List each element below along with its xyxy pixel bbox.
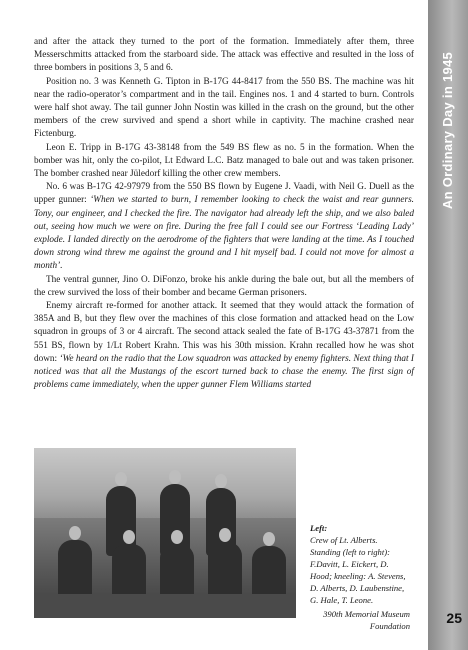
paragraph-3: Leon E. Tripp in B-17G 43-38148 from the 549 BS flew as no. 5 in the formation. When the bomber was hit, only the co-pilot, Lt Edward L.C. Batz managed to bale out and was taken prisoner. The bomber crashed near Jüledorf killing the other crew members.: [34, 142, 414, 180]
paragraph-4-intro: No. 6 was B-17G 42-97979 from the 550 BS flown by Eugene J. Vaadi, with Neil G. Duell as the upper gunner:: [34, 182, 414, 206]
paragraph-6: [34, 300, 414, 392]
kneeling-crew-member: [208, 542, 242, 600]
paragraph-6-intro: Enemy aircraft re-formed for another attack. It seemed that they would attack the formation of 385A and B, but they flew over the machines of this close formation and attacked head on the Low squadron in groups of 3 or 4 aircraft. The second attack sealed the fate of B-17G 43-37871 from the 551 BS, flown by 1/Lt Robert Krahn. This was his 30th mission. Krahn recalled how he was shot down:: [34, 301, 414, 364]
ground: [34, 594, 296, 618]
crew-head: [69, 526, 81, 540]
chapter-title-vertical: [430, 20, 466, 240]
kneeling-crew-member: [252, 546, 286, 600]
crew-head: [263, 532, 275, 546]
crew-head: [219, 528, 231, 542]
chapter-title-text: An Ordinary Day in 1945: [440, 51, 456, 209]
crew-head: [215, 474, 227, 488]
paragraph-2: Position no. 3 was Kenneth G. Tipton in B-17G 44-8417 from the 550 BS. The machine was hit near the radio-operator’s compartment and in the tail. Engines nos. 1 and 4 started to burn. Controls were half shot away. The tail gunner John Nostin was killed in the crash on the ground, but the other members of the crew survived and spend a short while in captivity. The machine crashed near Fictenburg.: [34, 76, 414, 140]
body-text: [34, 36, 414, 392]
caption-heading: Left:: [310, 523, 328, 533]
crew-head: [123, 530, 135, 544]
page-number: 25: [446, 610, 462, 626]
paragraph-1: and after the attack they turned to the port of the formation. Immediately after them, three Messerschmitts attacked from the starboard side. The attack was effective and resulted in the loss of three bombers in positions 3, 5 and 6.: [34, 37, 414, 74]
photo-caption: [310, 522, 410, 632]
paragraph-6-quote: ‘We heard on the radio that the Low squadron was attacked by enemy fighters. Next thing that I noticed was that all the Mustangs of the escort turned back to chase the enemy. The first sign of problems came immediately, when the upper gunner Flem Williams started: [34, 353, 415, 391]
crew-photo: [34, 448, 296, 618]
paragraph-4-quote: ‘When we started to burn, I remember looking to check the waist and rear gunners. Tony, our engineer, and I checked the fire. The navigator had already left the ship, and we also baled out, seeing how much we were on fire. During the free fall I could see our Fortress ‘Leading Lady’ explode. I landed directly on the aerodrome of the fighters that were landing at the time. As I touched down strong wind threw me against the ground and I hit myself bad. I could not move for almost a month’.: [34, 195, 414, 272]
paragraph-4: [34, 181, 414, 273]
crew-head: [169, 470, 181, 484]
crew-head: [115, 472, 127, 486]
kneeling-crew-member: [58, 540, 92, 600]
crew-head: [171, 530, 183, 544]
kneeling-crew-member: [160, 544, 194, 600]
caption-credit: 390th Memorial Museum Foundation: [323, 609, 410, 631]
caption-text: Crew of Lt. Alberts. Standing (left to right): F.Davitt, L. Eickert, D. Hood; kneeling: A. Stevens, D. Alberts, D. Laubenstine, G. Hale, T. Leone.: [310, 535, 406, 605]
kneeling-crew-member: [112, 544, 146, 600]
paragraph-5: The ventral gunner, Jino O. DiFonzo, broke his ankle during the bale out, but all the members of the crew survived the loss of their bomber and became German prisoners.: [34, 274, 414, 298]
